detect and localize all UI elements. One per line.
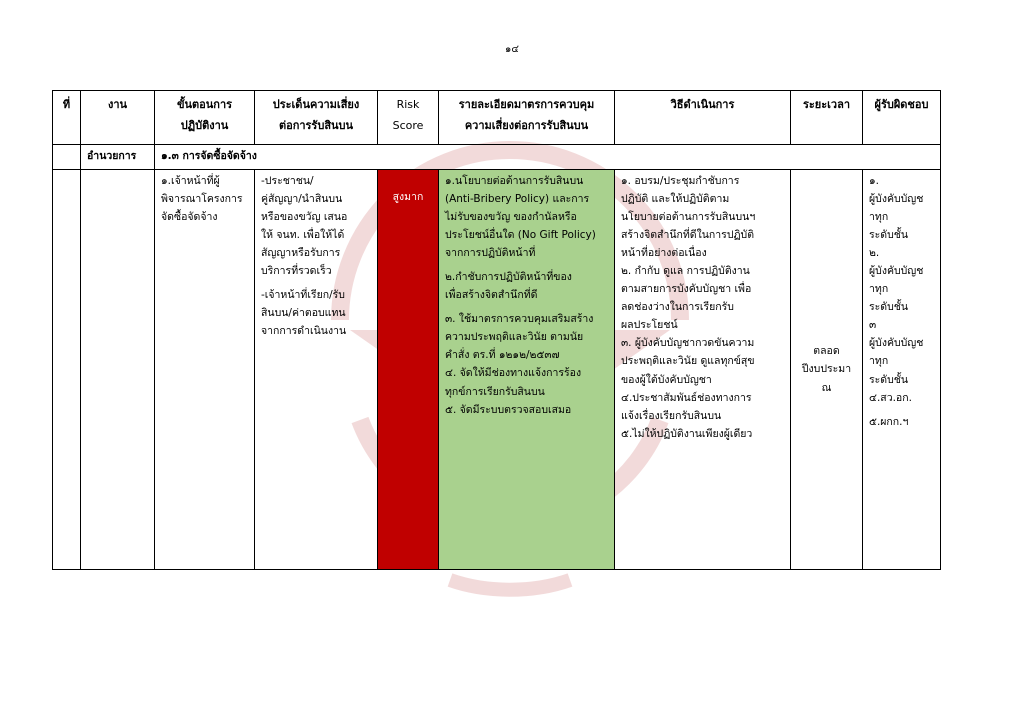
page-number: ๑๔ — [505, 44, 519, 55]
header-method: วิธีดำเนินการ — [615, 91, 791, 145]
row-risk-score — [378, 170, 439, 570]
row-task — [81, 170, 155, 570]
row-steps: ๑.เจ้าหน้าที่ผู้ พิจารณาโครงการ จัดซื้อจัดจ้าง — [155, 170, 255, 570]
table-row — [53, 170, 941, 570]
row-method: ๑. อบรม/ประชุมกำชับการ ปฏิบัติ และให้ปฏิบัติตาม นโยบายต่อต้านการรับสินบนฯ สร้างจิตสำนึกที่ดีในการปฏิบัติ หน้าที่อย่างต่อเนื่อง ๒. กำกับ ดูแล การปฏิบัติงาน ตามสายการบังคับบัญชา เพื่อ ลดช่องว่างในการเรียกรับ ผลประโยชน์ ๓. ผู้บังคับบัญชากวดขันความ ประพฤติและวินัย ดูแลทุกข์สุข ของผู้ใต้บังคับบัญชา ๔.ประชาสัมพันธ์ช่องทางการ แจ้งเรื่องเรียกรับสินบน ๕.ไม่ให้ปฏิบัติงานเพียงผู้เดียว — [615, 170, 791, 570]
row-no — [53, 170, 81, 570]
row-period: ตลอด ปีงบประมา ณ — [791, 170, 863, 570]
header-period: ระยะเวลา — [791, 91, 863, 145]
risk-table — [52, 90, 941, 570]
header-control: รายละเอียดมาตรการควบคุม ความเสี่ยงต่อการรับสินบน — [439, 91, 615, 145]
header-risk-issue: ประเด็นความเสี่ยง ต่อการรับสินบน — [255, 91, 378, 145]
section-task: อำนวยการ — [81, 145, 155, 170]
header-task: งาน — [81, 91, 155, 145]
header-steps: ขั้นตอนการ ปฏิบัติงาน — [155, 91, 255, 145]
header-row — [53, 91, 941, 145]
section-row — [53, 145, 941, 170]
section-title: ๑.๓ การจัดซื้อจัดจ้าง — [155, 145, 941, 170]
section-no — [53, 145, 81, 170]
header-risk-score: Risk Score — [378, 91, 439, 145]
row-responsible: ๑. ผู้บังคับบัญช าทุก ระดับชั้น ๒. ผู้บังคับบัญช าทุก ระดับชั้น ๓ ผู้บังคับบัญช าทุก ระดับชั้น ๔.สว.อก. ๕.ผกก.ฯ — [863, 170, 941, 570]
risk-level-label: สูงมาก — [392, 191, 424, 203]
row-control: ๑.นโยบายต่อต้านการรับสินบน (Anti-Bribery Policy) และการ ไม่รับของขวัญ ของกำนัลหรือ ประโยชน์อื่นใด (No Gift Policy) จากการปฏิบัติหน้าที่ ๒.กำชับการปฏิบัติหน้าที่ของ เพื่อสร้างจิตสำนึกที่ดี ๓. ใช้มาตรการควบคุมเสริมสร้าง ความประพฤติและวินัย ตามนัย คำสั่ง ตร.ที่ ๑๒๑๒/๒๕๓๗ ๔. จัดให้มีช่องทางแจ้งการร้อง ทุกข์การเรียกรับสินบน ๕. จัดมีระบบตรวจสอบเสมอ — [439, 170, 615, 570]
header-no: ที่ — [53, 91, 81, 145]
header-responsible: ผู้รับผิดชอบ — [863, 91, 941, 145]
row-risk-issue: -ประชาชน/ คู่สัญญา/นำสินบน หรือของขวัญ เสนอ ให้ จนท. เพื่อให้ได้ สัญญาหรือรับการ บริการที่รวดเร็ว -เจ้าหน้าที่เรียก/รับ สินบน/ค่าตอบแทน จากการดำเนินงาน — [255, 170, 378, 570]
